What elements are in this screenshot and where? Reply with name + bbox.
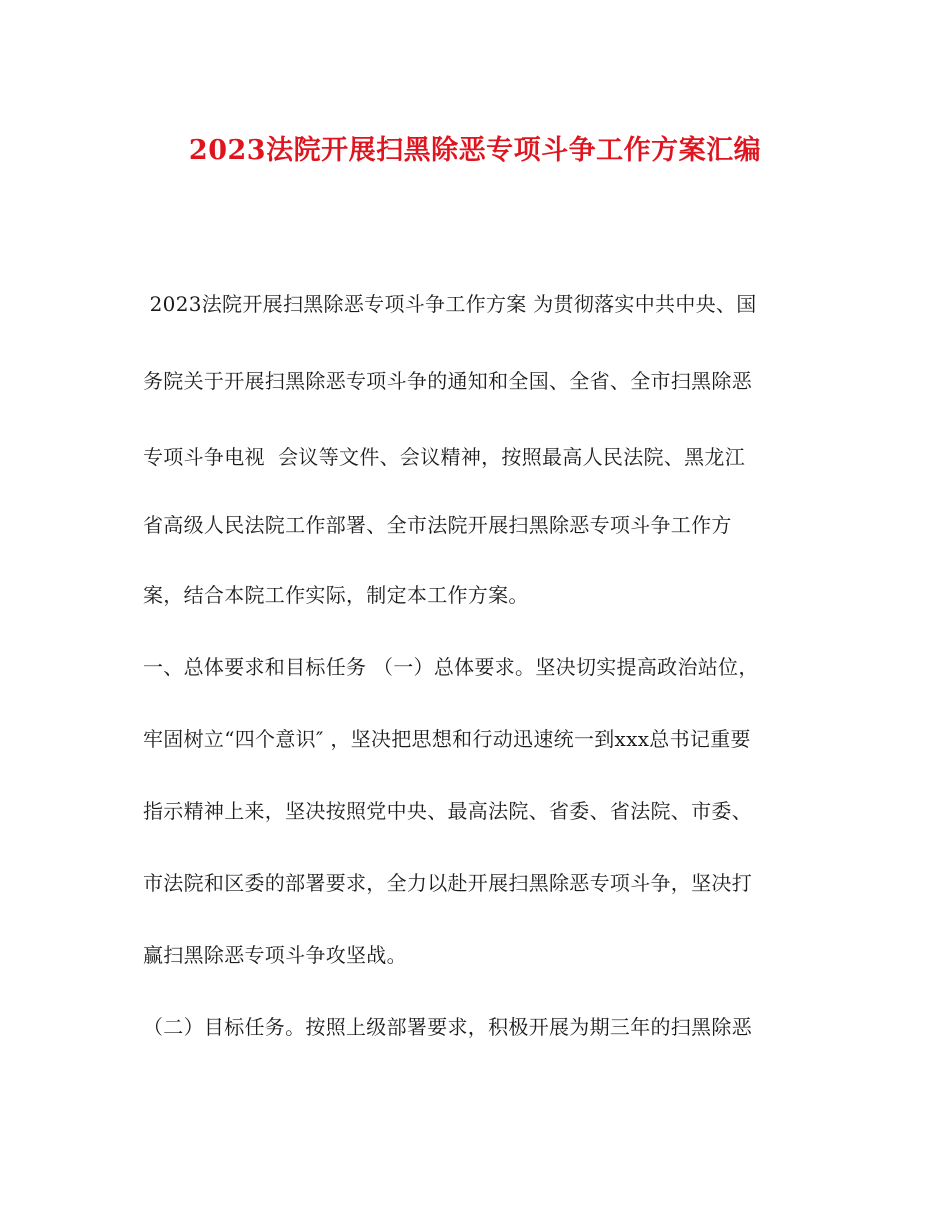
body-line: 指示精神上来，坚决按照党中央、最高法院、省委、省法院、市委、 [143, 799, 752, 823]
body-line: 赢扫黑除恶专项斗争攻坚战。 [143, 943, 407, 967]
body-line: 省高级人民法院工作部署、全市法院开展扫黑除恶专项斗争工作方 [143, 513, 732, 537]
body-line: 一、总体要求和目标任务 （一）总体要求。坚决切实提高政治站位， [143, 655, 759, 679]
body-line: （二）目标任务。按照上级部署要求，积极开展为期三年的扫黑除恶 [143, 1015, 752, 1039]
body-line: 专项斗争电视 会议等文件、会议精神，按照最高人民法院、黑龙江 [143, 445, 746, 469]
body-line: 2023法院开展扫黑除恶专项斗争工作方案 为贯彻落实中共中央、国 [143, 292, 757, 316]
body-line: 务院关于开展扫黑除恶专项斗争的通知和全国、全省、全市扫黑除恶 [143, 369, 752, 393]
body-line: 案，结合本院工作实际，制定本工作方案。 [143, 583, 529, 607]
body-line: 市法院和区委的部署要求，全力以赴开展扫黑除恶专项斗争，坚决打 [143, 871, 752, 895]
document-title: 2023法院开展扫黑除恶专项斗争工作方案汇编 [188, 135, 762, 166]
body-line: 牢固树立“四个意识″ ，坚决把思想和行动迅速统一到xxx总书记重要 [143, 727, 751, 751]
